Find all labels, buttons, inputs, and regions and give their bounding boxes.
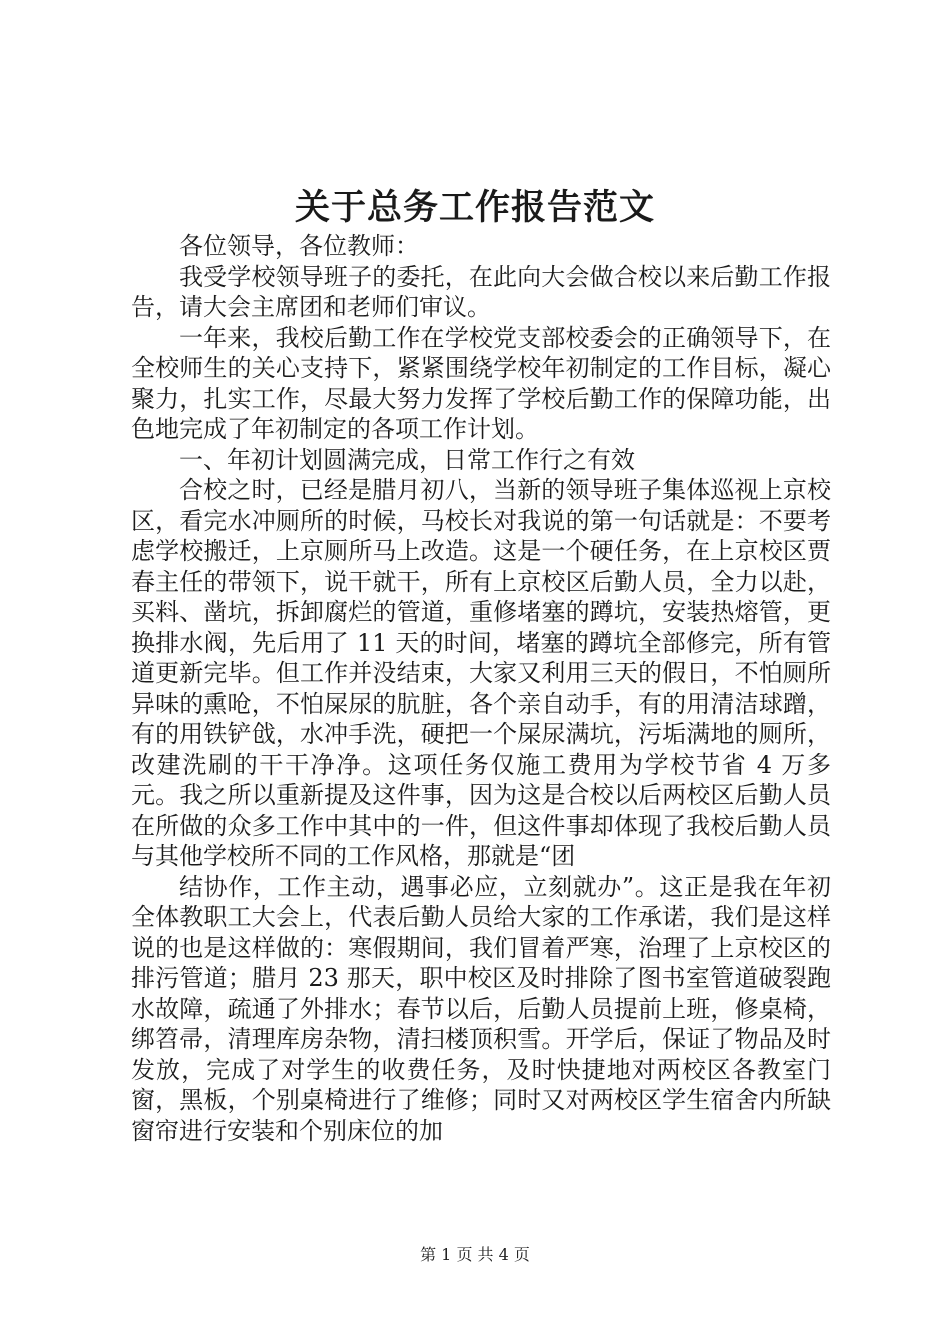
paragraph-salutation: 各位领导，各位教师： bbox=[179, 232, 419, 260]
section-heading-1: 一、年初计划圆满完成，日常工作行之有效 bbox=[179, 445, 635, 474]
paragraph-summary: 一年来，我校后勤工作在学校党支部校委会的正确领导下，在全校师生的关心支持下，紧紧围绕学校年初制定的工作目标，凝心聚力，扎实工作，尽最大努力发挥了学校后勤工作的保障功能，出色地完成了年初制定的各项工作计划。 bbox=[131, 323, 831, 443]
document-title: 关于总务工作报告范文 bbox=[294, 188, 655, 228]
paragraph-intro: 我受学校领导班子的委托，在此向大会做合校以来后勤工作报告，请大会主席团和老师们审议。 bbox=[131, 262, 831, 321]
paragraph-commitment: 结协作，工作主动，遇事必应，立刻就办”。这正是我在年初全体教职工大会上，代表后勤人员给大家的工作承诺，我们是这样说的也是这样做的：寒假期间，我们冒着严寒，治理了上京校区的排污管道；腊月 23 那天，职中校区及时排除了图书室管道破裂跑水故障，疏通了外排水；春节以后，后勤人员提前上班，修桌椅，绑笤帚，清理库房杂物，清扫楼顶积雪。开学后，保证了物品及时发放，完成了对学生的收费任务，及时快捷地对两校区各教室门窗，黑板，个别桌椅进行了维修；同时又对两校区学生宿舍内所缺窗帘进行安装和个别床位的加 bbox=[131, 872, 831, 1145]
document-body bbox=[131, 231, 831, 1146]
paragraph-renovation: 合校之时，已经是腊月初八，当新的领导班子集体巡视上京校区，看完水冲厕所的时候，马校长对我说的第一句话就是：不要考虑学校搬迁，上京厕所马上改造。这是一个硬任务，在上京校区贾春主任的带领下，说干就干，所有上京校区后勤人员，全力以赴，买料、凿坑，拆卸腐烂的管道，重修堵塞的蹲坑，安装热熔管，更换排水阀，先后用了 11 天的时间，堵塞的蹲坑全部修完，所有管道更新完毕。但工作并没结束，大家又利用三天的假日，不怕厕所异味的熏呛，不怕屎尿的肮脏，各个亲自动手，有的用清洁球蹭，有的用铁铲戗，水冲手洗，硬把一个屎尿满坑，污垢满地的厕所，改建洗刷的干干净净。这项任务仅施工费用为学校节省 4 万多元。我之所以重新提及这件事，因为这是合校以后两校区后勤人员在所做的众多工作中其中的一件，但这件事却体现了我校后勤人员与其他学校所不同的工作风格，那就是“团 bbox=[131, 476, 831, 870]
page-footer: 第 1 页 共 4 页 bbox=[420, 1245, 530, 1264]
